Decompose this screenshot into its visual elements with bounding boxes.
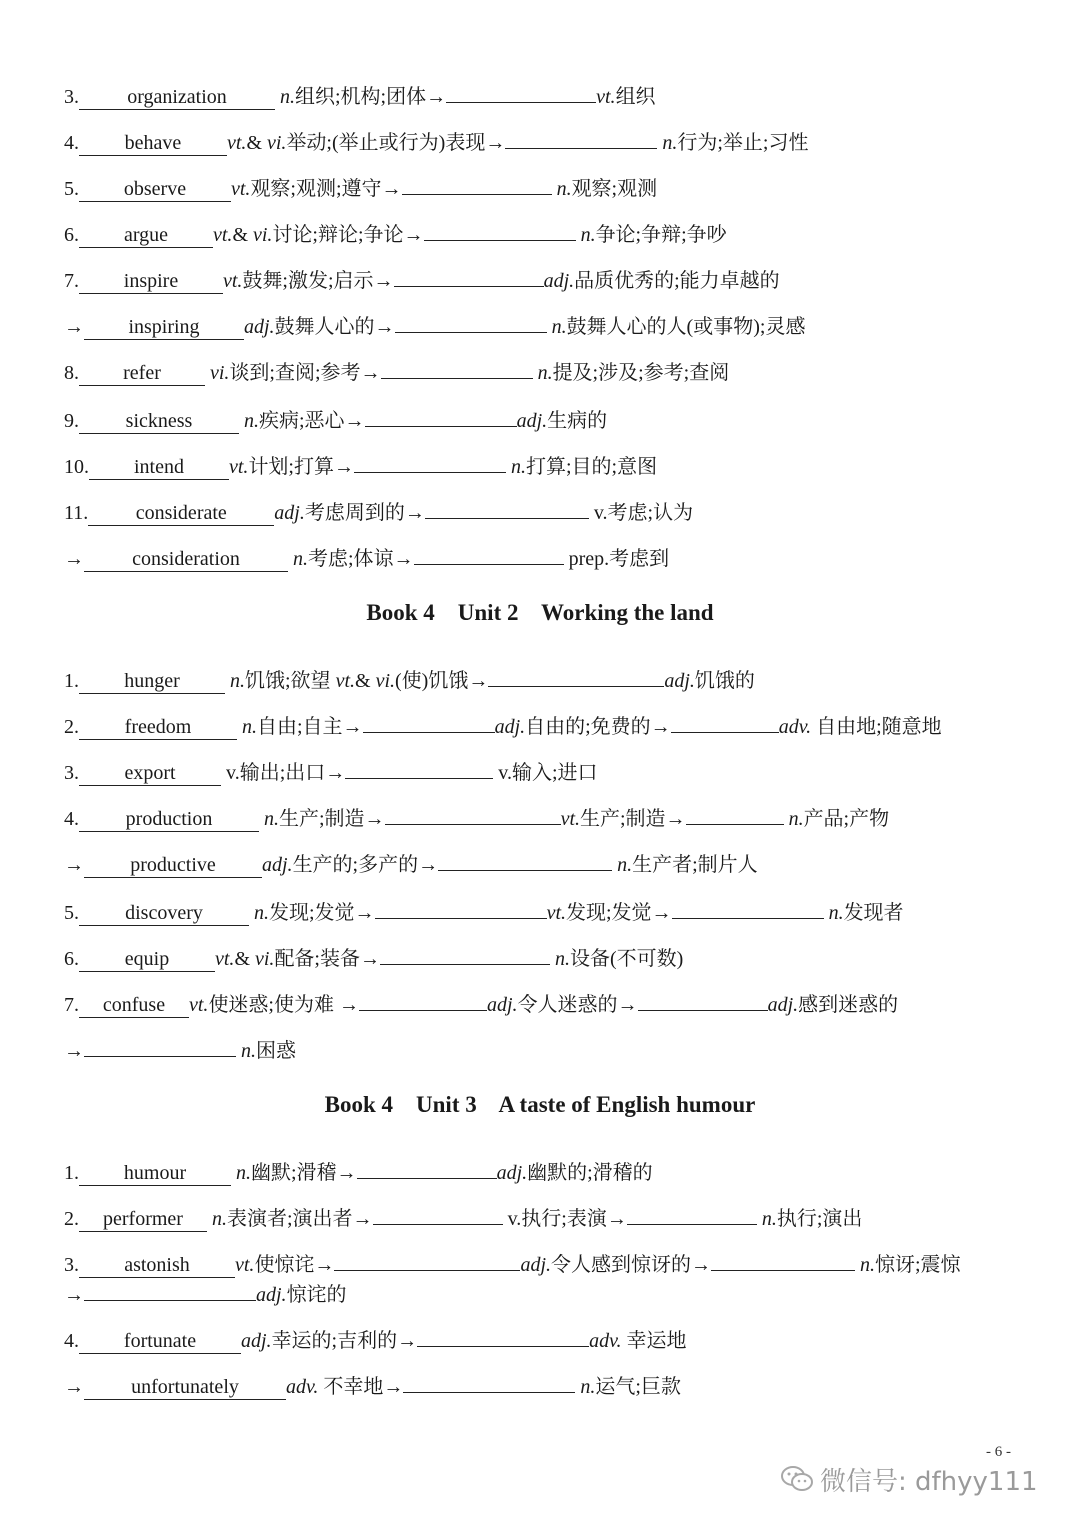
part-of-speech: vt. [189, 994, 209, 1016]
part-of-speech: adj. [241, 1330, 272, 1352]
part-of-speech: vt. [223, 270, 243, 292]
part-of-speech: vt. [231, 178, 251, 200]
text-segment: 3. [64, 1254, 79, 1276]
text-segment: 考虑周到的→ [304, 502, 425, 524]
text-segment: 观察;观测;遵守→ [250, 178, 402, 200]
vocab-row [64, 540, 669, 570]
part-of-speech: n. [662, 132, 678, 154]
text-segment: 运气;巨款 [595, 1376, 681, 1398]
part-of-speech: adj. [274, 502, 305, 524]
vocab-row [64, 800, 889, 830]
vocab-row [64, 846, 758, 876]
part-of-speech: adj. [516, 410, 548, 432]
fill-in-blank[interactable] [334, 1246, 520, 1271]
vocab-row [64, 940, 683, 970]
part-of-speech: n. [580, 1376, 596, 1398]
text-segment: 2. [64, 716, 79, 738]
fill-in-blank[interactable] [425, 494, 589, 519]
part-of-speech: adj. [496, 1162, 528, 1184]
part-of-speech: vt. [546, 902, 566, 924]
text-segment: 幽默;滑稽→ [251, 1162, 357, 1184]
text-segment: 产品;产物 [803, 808, 890, 830]
answer-blank: considerate [88, 501, 274, 526]
text-segment: 11. [64, 502, 89, 524]
part-of-speech: vi. [210, 362, 230, 384]
text-segment: 1. [64, 1162, 79, 1184]
text-segment: 3. [64, 762, 79, 784]
vocab-row [64, 662, 755, 692]
page-number: - 6 - [986, 1444, 1011, 1460]
text-segment: v.输出;出口→ [221, 762, 346, 784]
part-of-speech: vi. [255, 948, 275, 970]
answer-blank: inspire [79, 269, 223, 294]
fill-in-blank[interactable] [446, 78, 596, 103]
fill-in-blank[interactable] [357, 1154, 497, 1179]
text-segment: 生产;制造→ [580, 808, 686, 830]
fill-in-blank[interactable] [711, 1246, 855, 1271]
answer-blank: consideration [84, 547, 288, 572]
part-of-speech: n. [617, 854, 633, 876]
text-segment: 4. [64, 132, 79, 154]
text-segment: 1. [64, 670, 79, 692]
vocab-row [64, 986, 898, 1016]
answer-blank: production [79, 807, 259, 832]
text-segment: 4. [64, 1330, 79, 1352]
vocab-row [64, 448, 657, 478]
text-segment: 使迷惑;使为难 → [208, 994, 359, 1016]
text-segment: prep.考虑到 [563, 548, 670, 570]
text-segment: 生产;制造→ [279, 808, 385, 830]
vocab-row [64, 1200, 862, 1230]
vocab-row [64, 78, 656, 108]
answer-blank: export [79, 761, 221, 786]
fill-in-blank[interactable] [627, 1200, 757, 1225]
text-segment: 疾病;恶心→ [259, 410, 365, 432]
fill-in-blank[interactable] [345, 754, 493, 779]
text-segment: 令人感到惊讶的→ [551, 1254, 711, 1276]
vocab-row [64, 216, 727, 246]
text-segment: & [246, 132, 267, 154]
fill-in-blank[interactable] [84, 1032, 236, 1057]
text-segment: 困惑 [256, 1040, 296, 1062]
vocab-row [64, 708, 942, 738]
part-of-speech: n. [230, 670, 245, 692]
fill-in-blank[interactable] [363, 708, 495, 733]
part-of-speech: adv. [778, 716, 812, 738]
text-segment: → [64, 1284, 84, 1306]
fill-in-blank[interactable] [84, 1276, 256, 1301]
text-segment: 7. [64, 994, 79, 1016]
fill-in-blank[interactable] [488, 662, 664, 687]
text-segment: v.输入;进口 [493, 762, 598, 784]
fill-in-blank[interactable] [380, 940, 550, 965]
part-of-speech: vt. [235, 1254, 255, 1276]
text-segment: 计划;打算→ [248, 456, 354, 478]
text-segment: 品质优秀的;能力卓越的 [574, 270, 780, 292]
answer-blank: discovery [79, 901, 249, 926]
unit-heading: Book 4 Unit 3 A taste of English humour [324, 1092, 756, 1117]
fill-in-blank[interactable] [394, 262, 544, 287]
text-segment: & [232, 224, 253, 246]
fill-in-blank[interactable] [373, 1200, 503, 1225]
part-of-speech: n. [555, 948, 570, 970]
text-segment: 表演者;演出者→ [227, 1208, 373, 1230]
part-of-speech: n. [264, 808, 279, 830]
text-segment: 鼓舞人心的→ [274, 316, 395, 338]
text-segment: 不幸地→ [318, 1376, 404, 1398]
text-segment: 6. [64, 224, 79, 246]
text-segment: 设备(不可数) [570, 948, 684, 970]
text-segment: 4. [64, 808, 79, 830]
wechat-icon [780, 1464, 814, 1494]
vocab-row [64, 402, 607, 432]
text-segment: 5. [64, 902, 79, 924]
answer-blank: humour [79, 1161, 231, 1186]
vocab-row [64, 124, 808, 154]
answer-blank: behave [79, 131, 227, 156]
vocab-row [64, 1154, 653, 1184]
vocab-row [64, 1368, 681, 1398]
part-of-speech: n. [860, 1254, 875, 1276]
answer-blank: freedom [79, 715, 237, 740]
vocab-row [64, 754, 598, 784]
part-of-speech: n. [761, 1208, 777, 1230]
part-of-speech: n. [551, 316, 567, 338]
text-segment: 使惊诧→ [254, 1254, 335, 1276]
vocab-row [64, 354, 729, 384]
vocab-row [64, 494, 693, 524]
part-of-speech: adj. [244, 316, 275, 338]
part-of-speech: n. [254, 902, 269, 924]
vocab-row [64, 894, 904, 924]
text-segment: 自由地;随意地 [811, 716, 942, 738]
text-segment: 自由;自主→ [257, 716, 363, 738]
fill-in-blank[interactable] [417, 1322, 589, 1347]
part-of-speech: n. [241, 1040, 256, 1062]
text-segment: 争论;争辩;争吵 [595, 224, 727, 246]
fill-in-blank[interactable] [395, 308, 547, 333]
fill-in-blank[interactable] [402, 170, 552, 195]
text-segment: 幸运地 [621, 1330, 687, 1352]
text-segment: 谈到;查阅;参考→ [229, 362, 381, 384]
answer-blank: confuse [79, 993, 189, 1018]
part-of-speech: vt. [215, 948, 235, 970]
text-segment: 生产者;制片人 [632, 854, 758, 876]
vocab-row [64, 170, 657, 200]
part-of-speech: n. [293, 548, 308, 570]
vocab-row [64, 308, 805, 338]
text-segment: 提及;涉及;参考;查阅 [552, 362, 730, 384]
part-of-speech: n. [242, 716, 257, 738]
answer-blank: unfortunately [84, 1375, 286, 1400]
unit-heading: Book 4 Unit 2 Working the land [366, 600, 714, 625]
answer-blank: argue [79, 223, 213, 248]
text-segment: 自由的;免费的→ [525, 716, 671, 738]
part-of-speech: vt. [213, 224, 233, 246]
part-of-speech: vt. [229, 456, 249, 478]
text-segment: 组织;机构;团体→ [295, 86, 447, 108]
text-segment: 令人迷惑的→ [517, 994, 638, 1016]
part-of-speech: adv. [589, 1330, 622, 1352]
fill-in-blank[interactable] [414, 540, 564, 565]
text-segment: 幸运的;吉利的→ [271, 1330, 418, 1352]
part-of-speech: adj. [256, 1284, 287, 1306]
part-of-speech: adv. [286, 1376, 319, 1398]
text-segment: 7. [64, 270, 79, 292]
fill-in-blank[interactable] [671, 708, 779, 733]
text-segment: 发现者 [843, 902, 904, 924]
answer-blank: observe [79, 177, 231, 202]
text-segment: 发现;发觉→ [566, 902, 672, 924]
part-of-speech: vt. [596, 86, 616, 108]
part-of-speech: adj. [520, 1254, 551, 1276]
fill-in-blank[interactable] [375, 894, 547, 919]
vocab-row [64, 1276, 347, 1306]
answer-blank: fortunate [79, 1329, 241, 1354]
part-of-speech: adj. [664, 670, 695, 692]
text-segment: 考虑;体谅→ [308, 548, 414, 570]
wechat-watermark [780, 1460, 1038, 1498]
vocab-row [64, 262, 780, 292]
part-of-speech: n. [244, 410, 259, 432]
part-of-speech: vi. [267, 132, 287, 154]
text-segment: 配备;装备→ [274, 948, 380, 970]
text-segment: 3. [64, 86, 79, 108]
text-segment: 执行;演出 [776, 1208, 863, 1230]
fill-in-blank[interactable] [354, 448, 506, 473]
fill-in-blank[interactable] [381, 354, 533, 379]
fill-in-blank[interactable] [403, 1368, 575, 1393]
text-segment: & [234, 948, 255, 970]
text-segment: → [64, 854, 84, 876]
text-segment: 感到迷惑的 [798, 994, 899, 1016]
text-segment: v.考虑;认为 [588, 502, 694, 524]
text-segment: 生产的;多产的→ [292, 854, 439, 876]
answer-blank: sickness [79, 409, 239, 434]
text-segment: → [64, 1376, 84, 1398]
vocab-row [64, 1322, 687, 1352]
vocab-row [64, 1246, 961, 1276]
part-of-speech: vt. [227, 132, 247, 154]
part-of-speech: adj. [487, 994, 518, 1016]
part-of-speech: vi. [375, 670, 395, 692]
part-of-speech: vt. [560, 808, 580, 830]
text-segment: → [64, 548, 84, 570]
text-segment: (使)饥饿→ [395, 670, 489, 692]
text-segment: 举动;(举止或行为)表现→ [286, 132, 506, 154]
watermark-text: 微信号: dfhyy111 [820, 1466, 1038, 1497]
text-segment: 观察;观测 [571, 178, 658, 200]
text-segment: 饥饿的 [694, 670, 755, 692]
text-segment: 惊讶;震惊 [875, 1254, 961, 1276]
text-segment: v.执行;表演→ [502, 1208, 627, 1230]
answer-blank: astonish [79, 1253, 235, 1278]
answer-blank: inspiring [84, 315, 244, 340]
part-of-speech: adj. [767, 994, 799, 1016]
fill-in-blank[interactable] [686, 800, 784, 825]
text-segment: 9. [64, 410, 79, 432]
answer-blank: equip [79, 947, 215, 972]
text-segment: 生病的 [547, 410, 608, 432]
text-segment: 惊诧的 [286, 1284, 347, 1306]
part-of-speech: adj. [543, 270, 575, 292]
text-segment: 8. [64, 362, 79, 384]
part-of-speech: n. [537, 362, 553, 384]
text-segment: 10. [64, 456, 89, 478]
part-of-speech: n. [556, 178, 572, 200]
answer-blank: organization [79, 85, 275, 110]
fill-in-blank[interactable] [424, 216, 576, 241]
part-of-speech: adj. [494, 716, 526, 738]
text-segment: 5. [64, 178, 79, 200]
text-segment: 组织 [615, 86, 656, 108]
text-segment: 饥饿;欲望 [245, 670, 336, 692]
fill-in-blank[interactable] [365, 402, 517, 427]
part-of-speech: adj. [262, 854, 293, 876]
text-segment: → [64, 316, 84, 338]
fill-in-blank[interactable] [385, 800, 561, 825]
part-of-speech: n. [511, 456, 526, 478]
part-of-speech: n. [212, 1208, 227, 1230]
fill-in-blank[interactable] [672, 894, 824, 919]
text-segment: & [355, 670, 376, 692]
answer-blank: intend [89, 455, 229, 480]
answer-blank: refer [79, 361, 205, 386]
part-of-speech: n. [788, 808, 804, 830]
part-of-speech: n. [236, 1162, 251, 1184]
fill-in-blank[interactable] [505, 124, 657, 149]
text-segment: 鼓舞人心的人(或事物);灵感 [566, 316, 806, 338]
fill-in-blank[interactable] [438, 846, 612, 871]
vocab-row [64, 1032, 296, 1062]
text-segment: 鼓舞;激发;启示→ [242, 270, 394, 292]
text-segment: 讨论;辩论;争论→ [272, 224, 424, 246]
text-segment: 打算;目的;意图 [526, 456, 658, 478]
part-of-speech: n. [580, 224, 596, 246]
text-segment: 行为;举止;习性 [677, 132, 809, 154]
part-of-speech: n. [828, 902, 844, 924]
text-segment: 幽默的;滑稽的 [527, 1162, 653, 1184]
text-segment: 6. [64, 948, 79, 970]
answer-blank: performer [79, 1207, 207, 1232]
text-segment: 2. [64, 1208, 79, 1230]
fill-in-blank[interactable] [359, 986, 487, 1011]
answer-blank: productive [84, 853, 262, 878]
part-of-speech: vt. [335, 670, 355, 692]
fill-in-blank[interactable] [638, 986, 768, 1011]
text-segment: → [64, 1040, 84, 1062]
answer-blank: hunger [79, 669, 225, 694]
text-segment: 发现;发觉→ [269, 902, 375, 924]
part-of-speech: n. [280, 86, 295, 108]
part-of-speech: vi. [253, 224, 273, 246]
